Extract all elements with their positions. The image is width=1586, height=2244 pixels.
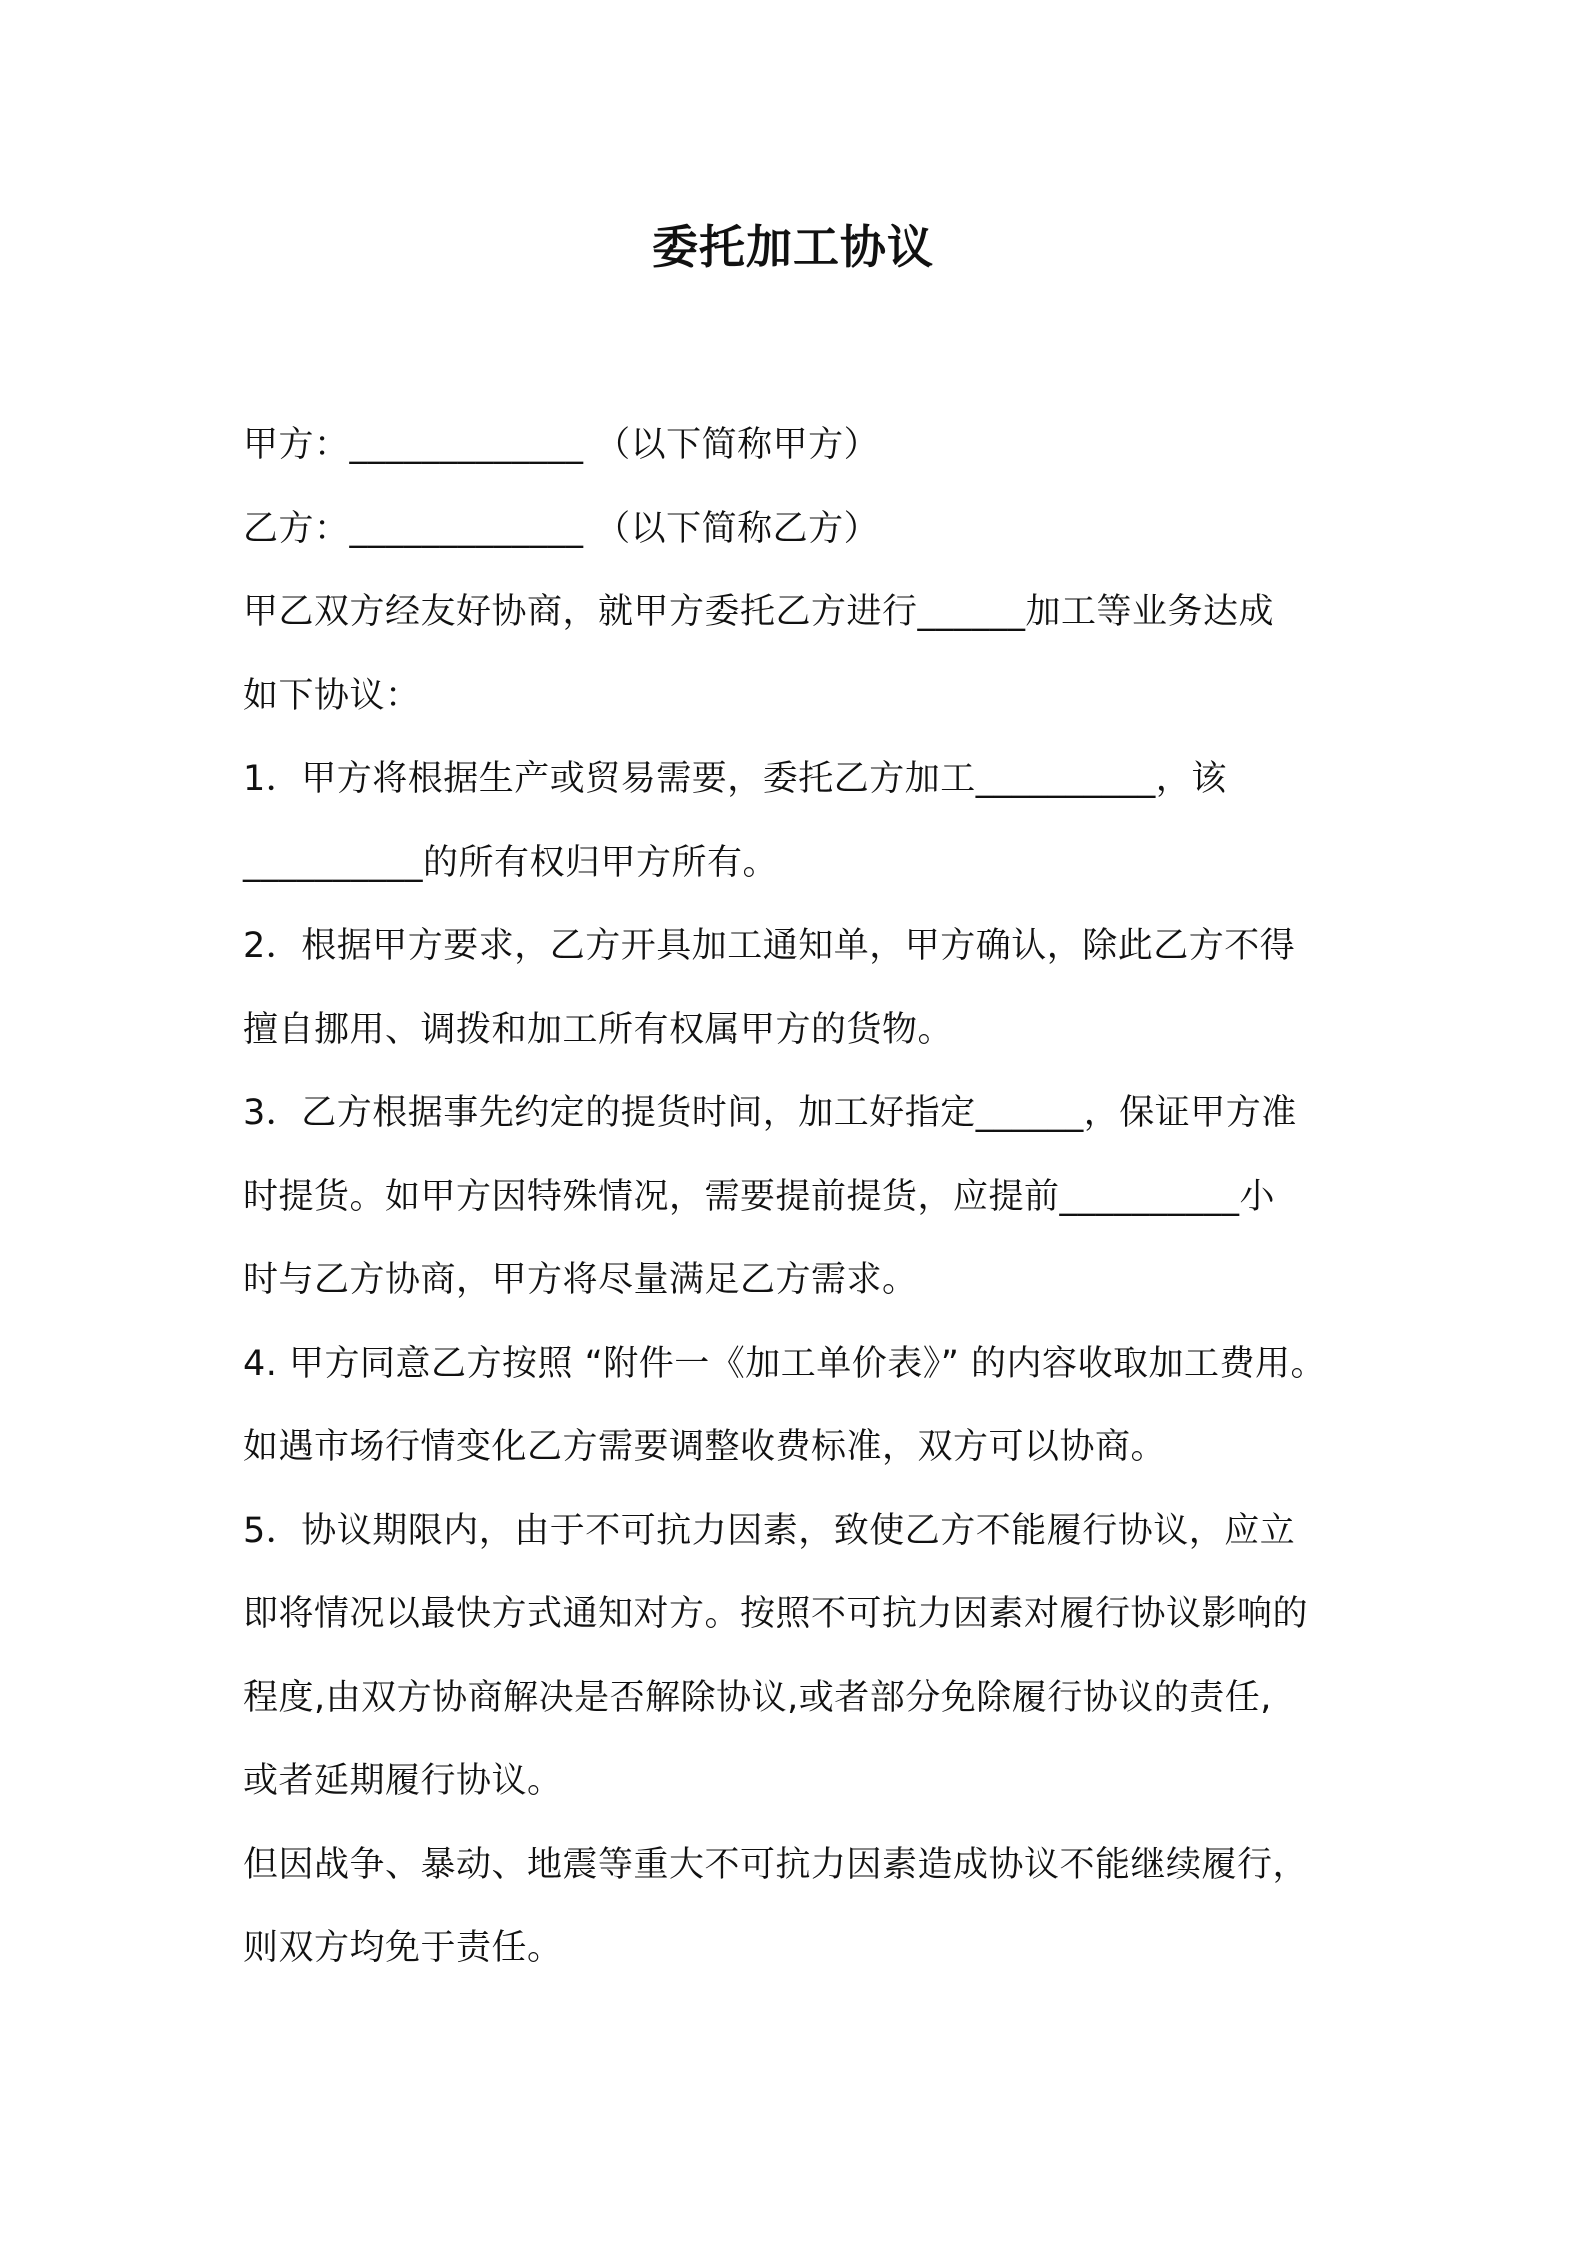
clause-2-line-1: 2．根据甲方要求，乙方开具加工通知单，甲方确认，除此乙方不得 bbox=[243, 926, 1296, 966]
force-majeure-line-2: 则双方均免于责任。 bbox=[243, 1928, 563, 1968]
document-title: 委托加工协议 bbox=[652, 220, 934, 274]
clause-5-line-4: 或者延期履行协议。 bbox=[243, 1761, 563, 1801]
clause-5-line-2: 即将情况以最快方式通知对方。按照不可抗力因素对履行协议影响的 bbox=[243, 1594, 1309, 1634]
clause-3-line-3: 时与乙方协商，甲方将尽量满足乙方需求。 bbox=[243, 1260, 918, 1300]
party-a-line: 甲方：_____________ （以下简称甲方） bbox=[243, 425, 880, 465]
clause-4-line-2: 如遇市场行情变化乙方需要调整收费标准，双方可以协商。 bbox=[243, 1427, 1167, 1467]
clause-5-line-1: 5．协议期限内，由于不可抗力因素，致使乙方不能履行协议，应立 bbox=[243, 1510, 1296, 1551]
clause-4-line-1: 4. 甲方同意乙方按照 “附件一《加工单价表》” 的内容收取加工费用。 bbox=[243, 1343, 1327, 1384]
document-body bbox=[243, 404, 1353, 1991]
preamble-line-2: 如下协议： bbox=[243, 675, 421, 716]
clause-2-line-2: 擅自挪用、调拨和加工所有权属甲方的货物。 bbox=[243, 1009, 954, 1050]
preamble-line-1: 甲乙双方经友好协商，就甲方委托乙方进行______加工等业务达成 bbox=[243, 592, 1275, 632]
clause-3-line-2: 时提货。如甲方因特殊情况，需要提前提货，应提前__________小 bbox=[243, 1176, 1276, 1217]
clause-1-line-1: 1．甲方将根据生产或贸易需要，委托乙方加工__________，该 bbox=[243, 759, 1227, 799]
party-b-line: 乙方：_____________ （以下简称乙方） bbox=[243, 508, 880, 549]
clause-5-line-3: 程度,由双方协商解决是否解除协议,或者部分免除履行协议的责任, bbox=[243, 1677, 1272, 1718]
force-majeure-line-1: 但因战争、暴动、地震等重大不可抗力因素造成协议不能继续履行， bbox=[243, 1844, 1309, 1885]
clause-3-line-1: 3．乙方根据事先约定的提货时间，加工好指定______，保证甲方准 bbox=[243, 1093, 1297, 1133]
clause-1-line-2: __________的所有权归甲方所有。 bbox=[243, 842, 779, 883]
